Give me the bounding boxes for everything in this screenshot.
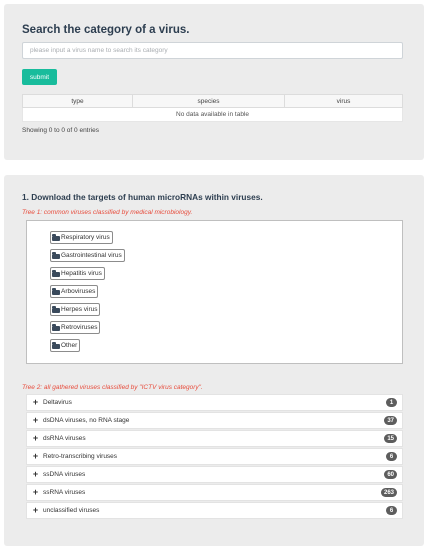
count-badge: 15: [384, 434, 397, 443]
count-badge: 60: [384, 470, 397, 479]
count-badge: 6: [386, 452, 397, 461]
tree2-item-unclassified-viruses[interactable]: [26, 502, 403, 519]
tree1-item-label: Hepatitis virus: [61, 270, 102, 277]
plus-icon[interactable]: +: [32, 415, 39, 425]
plus-icon[interactable]: +: [32, 451, 39, 461]
folder-open-icon: [52, 270, 60, 277]
result-table: [22, 94, 403, 122]
search-title: Search the category of a virus.: [22, 24, 190, 36]
tree1-item-retroviruses[interactable]: [50, 321, 100, 334]
tree1-item-arboviruses[interactable]: [50, 285, 98, 298]
tree2-item-label: dsRNA viruses: [43, 435, 86, 442]
tree2-item-deltavirus[interactable]: [26, 394, 403, 411]
folder-open-icon: [52, 324, 60, 331]
folder-open-icon: [52, 342, 60, 349]
column-header-virus[interactable]: virus: [285, 95, 403, 108]
entries-info: Showing 0 to 0 of 0 entries: [22, 127, 99, 134]
tree2-label: Tree 2: all gathered viruses classified by "ICTV virus category".: [22, 384, 203, 391]
tree1-item-label: Retroviruses: [61, 324, 98, 331]
tree1-item-herpes-virus[interactable]: [50, 303, 100, 316]
count-badge: 37: [384, 416, 397, 425]
tree2-item-label: Deltavirus: [43, 399, 72, 406]
plus-icon[interactable]: +: [32, 469, 39, 479]
tree2-item-dsrna-viruses[interactable]: [26, 430, 403, 447]
tree2-item-ssrna-viruses[interactable]: [26, 484, 403, 501]
column-header-species[interactable]: species: [133, 95, 285, 108]
plus-icon[interactable]: +: [32, 487, 39, 497]
column-header-type[interactable]: type: [23, 95, 133, 108]
tree2-item-ssdna-viruses[interactable]: [26, 466, 403, 483]
plus-icon[interactable]: +: [32, 433, 39, 443]
submit-button[interactable]: submit: [22, 69, 57, 85]
tree1-item-other[interactable]: [50, 339, 80, 352]
tree1-item-hepatitis-virus[interactable]: [50, 267, 105, 280]
folder-open-icon: [52, 234, 60, 241]
folder-open-icon: [52, 306, 60, 313]
tree2-item-label: dsDNA viruses, no RNA stage: [43, 417, 130, 424]
tree2-item-retro-transcribing-viruses[interactable]: [26, 448, 403, 465]
virus-search-input[interactable]: [22, 42, 403, 59]
tree1-item-respiratory-virus[interactable]: [50, 231, 113, 244]
count-badge: 6: [386, 506, 397, 515]
plus-icon[interactable]: +: [32, 505, 39, 515]
folder-open-icon: [52, 288, 60, 295]
plus-icon[interactable]: +: [32, 397, 39, 407]
tree2-item-label: ssRNA viruses: [43, 489, 86, 496]
count-badge: 1: [386, 398, 397, 407]
tree1-item-label: Respiratory virus: [61, 234, 110, 241]
count-badge: 263: [381, 488, 397, 497]
tree1-item-label: Herpes virus: [61, 306, 98, 313]
empty-table-message: No data available in table: [23, 108, 403, 122]
folder-open-icon: [52, 252, 60, 259]
tree2-item-dsdna-viruses[interactable]: [26, 412, 403, 429]
tree2-item-label: unclassified viruses: [43, 507, 100, 514]
tree2-item-label: Retro-transcribing viruses: [43, 453, 118, 460]
tree1-label: Tree 1: common viruses classified by medical microbiology.: [22, 209, 193, 216]
tree1-item-gastrointestinal-virus[interactable]: [50, 249, 125, 262]
tree1-item-label: Other: [61, 342, 78, 349]
tree1-item-label: Arboviruses: [61, 288, 96, 295]
table-row: [23, 108, 403, 122]
tree1-container: [26, 220, 403, 364]
tree2-item-label: ssDNA viruses: [43, 471, 86, 478]
download-section-title: 1. Download the targets of human microRNAs within viruses.: [22, 192, 263, 202]
tree1-item-label: Gastrointestinal virus: [61, 252, 122, 259]
